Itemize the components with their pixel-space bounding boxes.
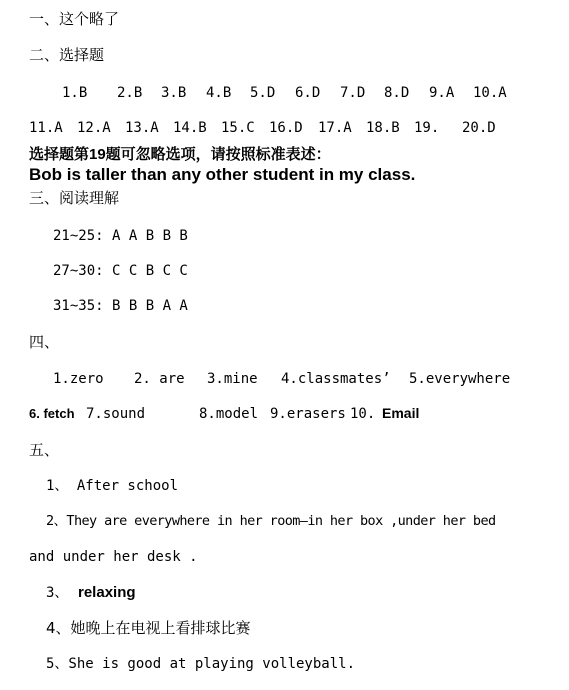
fill-answer: 4.classmates’: [281, 371, 391, 387]
answer-2-line-1: 2、They are everywhere in her room—in her box ,under her bed: [46, 513, 496, 529]
choice-answer: 10.A: [473, 85, 507, 101]
section-2-heading: 二、选择题: [29, 46, 105, 64]
note-line-2: Bob is taller than any other student in my class.: [29, 165, 416, 184]
choice-answer: 15.C: [221, 120, 255, 136]
choice-answer: 2.B: [117, 85, 143, 101]
fill-answer: 2. are: [134, 371, 185, 387]
choice-answer: 20.D: [462, 120, 496, 136]
choice-answer: 4.B: [206, 85, 232, 101]
choice-answer: 19.: [414, 120, 440, 136]
fill-answer: Email: [382, 405, 420, 421]
choice-answer: 7.D: [340, 85, 366, 101]
note-line-1: 选择题第19题可忽略选项，请按照标准表述：: [29, 146, 331, 163]
reading-answers-31-35: 31~35: B B B A A: [53, 298, 188, 314]
answer-3-word: relaxing: [78, 584, 136, 601]
choice-answer: 16.D: [269, 120, 303, 136]
answer-4: 4、她晚上在电视上看排球比赛: [46, 619, 251, 637]
choice-answer: 6.D: [295, 85, 321, 101]
fill-answer: 3.mine: [207, 371, 258, 387]
fill-answer: 1.zero: [53, 371, 104, 387]
fill-answer: 9.erasers: [270, 406, 346, 422]
fill-answer: 8.model: [199, 406, 259, 422]
choice-answer: 11.A: [29, 120, 63, 136]
answer-5: 5、She is good at playing volleyball.: [46, 656, 356, 672]
section-5-heading: 五、: [29, 441, 60, 459]
answer-2-line-2: and under her desk .: [29, 549, 198, 565]
fill-answer: 7.sound: [86, 406, 146, 422]
choice-answer: 5.D: [250, 85, 276, 101]
choice-answer: 8.D: [384, 85, 410, 101]
section-3-heading: 三、阅读理解: [29, 189, 120, 207]
choice-answer: 12.A: [77, 120, 111, 136]
reading-answers-27-30: 27~30: C C B C C: [53, 263, 188, 279]
choice-answer: 14.B: [173, 120, 207, 136]
fill-answer: 6. fetch: [29, 406, 75, 421]
fill-answer: 5.everywhere: [409, 371, 511, 387]
choice-answer: 1.B: [62, 85, 88, 101]
answer-1: 1、 After school: [46, 478, 179, 494]
choice-answer: 3.B: [161, 85, 187, 101]
section-1-heading: 一、这个略了: [29, 10, 120, 28]
choice-answer: 17.A: [318, 120, 352, 136]
fill-answer: 10.: [350, 406, 376, 422]
reading-answers-21-25: 21~25: A A B B B: [53, 228, 188, 244]
choice-answer: 13.A: [125, 120, 159, 136]
choice-answer: 18.B: [366, 120, 400, 136]
section-4-heading: 四、: [29, 333, 60, 351]
choice-answer: 9.A: [429, 85, 455, 101]
answer-3-number: 3、: [46, 585, 69, 601]
